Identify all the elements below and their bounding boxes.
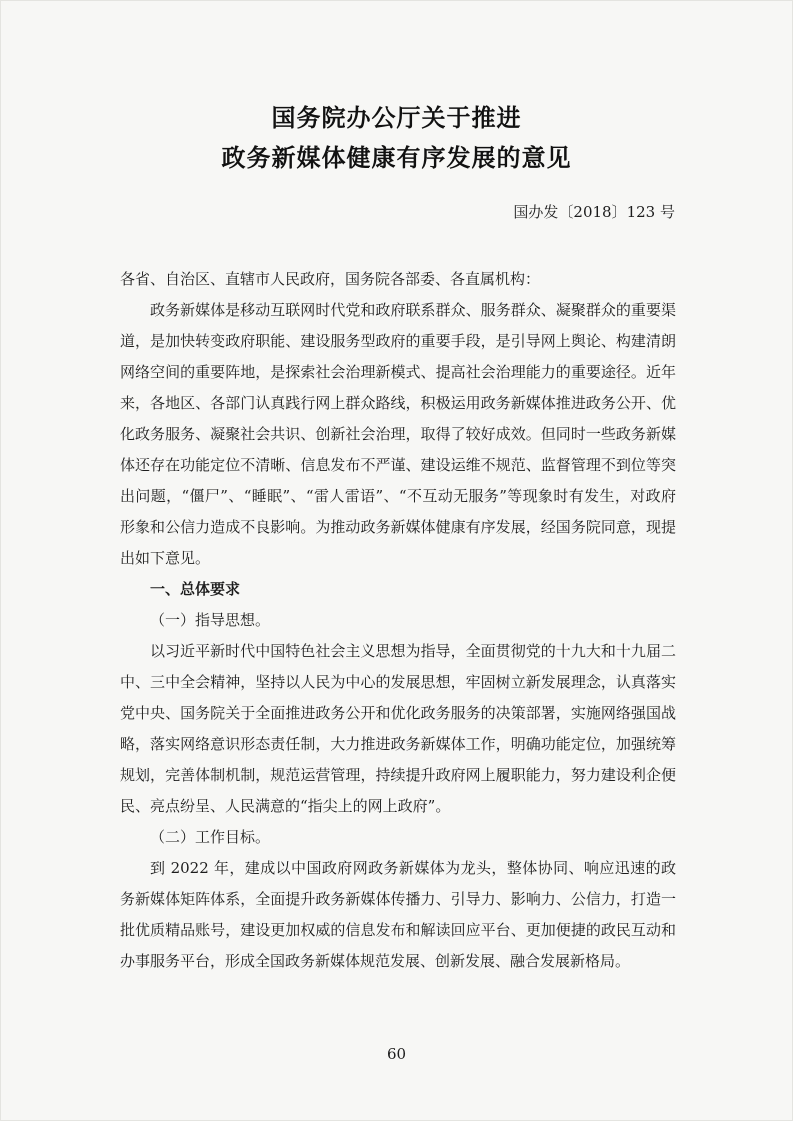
document-title-line-1: 国务院办公厅关于推进 bbox=[271, 104, 522, 132]
document-body bbox=[120, 264, 676, 977]
page-number: 60 bbox=[386, 1045, 407, 1063]
subsection-heading-guiding-ideology: （一）指导思想。 bbox=[150, 611, 271, 629]
section-heading-general-requirements: 一、总体要求 bbox=[150, 580, 241, 598]
work-goals-paragraph: 到 2022 年，建成以中国政府网政务新媒体为龙头，整体协同、响应迅速的政务新媒体矩阵体系，全面提升政务新媒体传播力、引导力、影响力、公信力，打造一批优质精品账号，建设更加权威的信息发布和解读回应平台、更加便捷的政民互动和办事服务平台，形成全国政务新媒体规范发展、创新发展、融合发展新格局。 bbox=[120, 859, 676, 970]
document-number: 国办发〔2018〕123 号 bbox=[513, 203, 675, 221]
subsection-heading-work-goals: （二）工作目标。 bbox=[150, 828, 271, 846]
guiding-ideology-paragraph: 以习近平新时代中国特色社会主义思想为指导，全面贯彻党的十九大和十九届二中、三中全会精神，坚持以人民为中心的发展思想，牢固树立新发展理念，认真落实党中央、国务院关于全面推进政务公开和优化政务服务的决策部署，实施网络强国战略，落实网络意识形态责任制，大力推进政务新媒体工作，明确功能定位，加强统筹规划，完善体制机制，规范运营管理，持续提升政府网上履职能力，努力建设利企便民、亮点纷呈、人民满意的“指尖上的网上政府”。 bbox=[120, 642, 676, 815]
document-title-line-2: 政务新媒体健康有序发展的意见 bbox=[221, 144, 572, 172]
salutation: 各省、自治区、直辖市人民政府，国务院各部委、各直属机构： bbox=[120, 270, 541, 288]
intro-paragraph: 政务新媒体是移动互联网时代党和政府联系群众、服务群众、凝聚群众的重要渠道，是加快转变政府职能、建设服务型政府的重要手段，是引导网上舆论、构建清朗网络空间的重要阵地，是探索社会治理新模式、提高社会治理能力的重要途径。近年来，各地区、各部门认真践行网上群众路线，积极运用政务新媒体推进政务公开、优化政务服务、凝聚社会共识、创新社会治理，取得了较好成效。但同时一些政务新媒体还存在功能定位不清晰、信息发布不严谨、建设运维不规范、监督管理不到位等突出问题，“僵尸”、“睡眠”、“雷人雷语”、“不互动无服务”等现象时有发生，对政府形象和公信力造成不良影响。为推动政务新媒体健康有序发展，经国务院同意，现提出如下意见。 bbox=[120, 301, 676, 567]
